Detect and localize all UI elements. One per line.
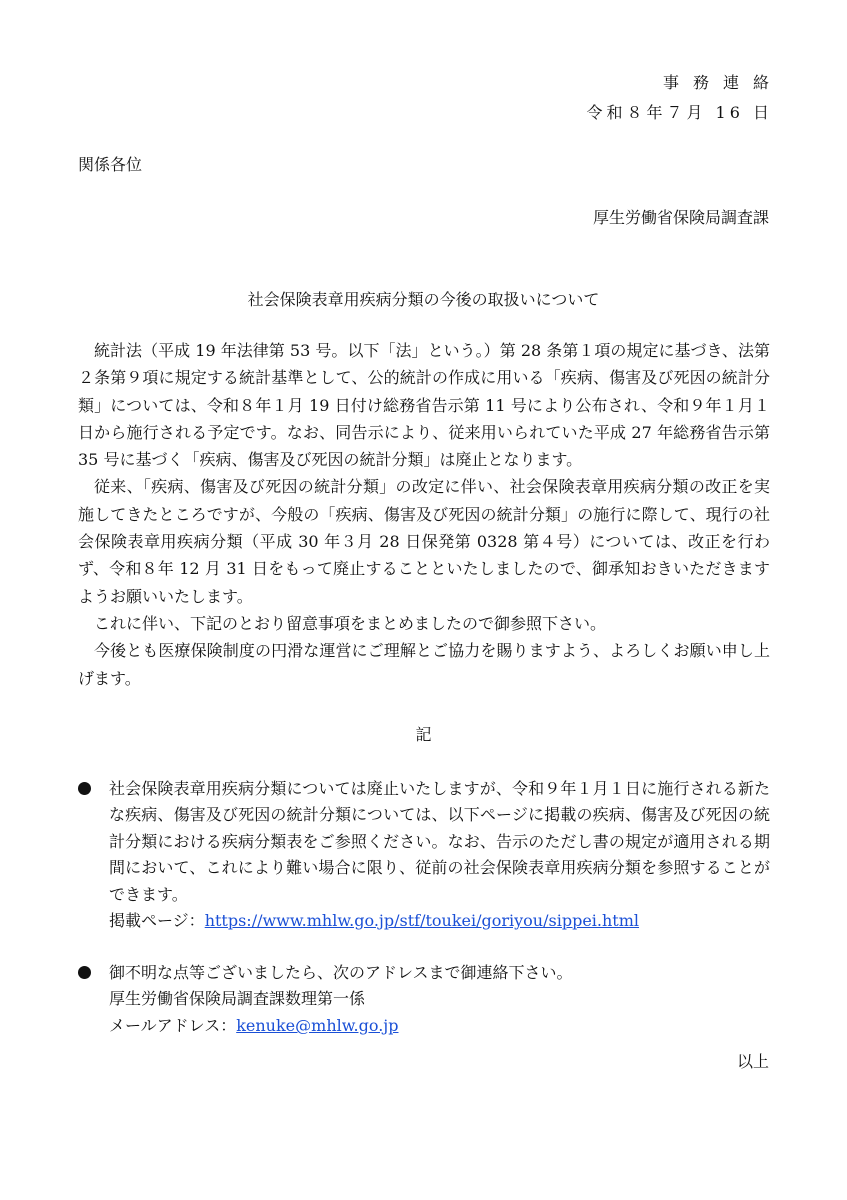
closing: 以上 (736, 1052, 769, 1071)
body-paragraph: 統計法（平成 19 年法律第 53 号。以下「法」という。）第 28 条第１項の規定に基づき、法第２条第９項に規定する統計基準として、公的統計の作成に用いる「疾病、傷害及び死因の統計分類」については、令和８年１月 19 日付け総務省告示第 11 号により公布され、令和９年１月１日から施行される予定です。なお、同告示により、従来用いられていた平成 27 年総務省告示第 35 号に基づく「疾病、傷害及び死因の統計分類」は廃止となります。 (78, 341, 770, 470)
body-paragraph: これに伴い、下記のとおり留意事項をまとめましたので御参照下さい。 (94, 613, 607, 633)
body-text (78, 337, 770, 692)
note-text: 御不明な点等ございましたら、次のアドレスまで御連絡下さい。 (109, 963, 573, 982)
page-link[interactable]: https://www.mhlw.go.jp/stf/toukei/goriyou/sippei.html (204, 911, 640, 931)
bullet-icon (78, 782, 91, 795)
contact-section: 厚生労働省保険局調査課数理第一係 (109, 989, 366, 1009)
note-item (78, 960, 770, 1039)
email-label: メールアドレス： (109, 1015, 237, 1035)
note-text: 社会保険表章用疾病分類については廃止いたしますが、令和９年１月１日に施行される新たな疾病、傷害及び死因の統計分類については、以下ページに掲載の疾病、傷害及び死因の統計分類における疾病分類表をご参照ください。なお、告示のただし書の規定が適用される期間において、これにより難い場合に限り、従前の社会保険表章用疾病分類を参照することができます。 (109, 779, 770, 904)
document-title: 社会保険表章用疾病分類の今後の取扱いについて (247, 290, 600, 309)
email-link[interactable]: kenuke@mhlw.go.jp (236, 1015, 399, 1035)
link-line (109, 908, 770, 934)
link-label: 掲載ページ： (109, 911, 205, 931)
addressee: 関係各位 (78, 155, 143, 174)
sender: 厚生労働省保険局調査課 (592, 208, 769, 227)
body-paragraph: 従来、「疾病、傷害及び死因の統計分類」の改定に伴い、社会保険表章用疾病分類の改正を実施してきたところですが、今般の「疾病、傷害及び死因の統計分類」の施行に際して、現行の社会保険表章用疾病分類（平成 30 年３月 28 日保発第 0328 第４号）については、改正を行わず、令和８年 12 月 31 日をもって廃止することといたしましたので、御承知おきいただきますようお願いいたします。 (78, 477, 770, 606)
email-line (109, 1013, 770, 1039)
note-content (109, 776, 770, 934)
note-content (109, 960, 770, 1039)
document-date: 令和８年７月 16 日 (586, 103, 773, 122)
document-type: 事務連絡 (662, 73, 783, 92)
bullet-icon (78, 966, 91, 979)
note-item (78, 776, 770, 934)
body-paragraph: 今後とも医療保険制度の円滑な運営にご理解とご協力を賜りますよう、よろしくお願い申し上げます。 (78, 641, 770, 688)
ki-heading: 記 (415, 725, 432, 744)
